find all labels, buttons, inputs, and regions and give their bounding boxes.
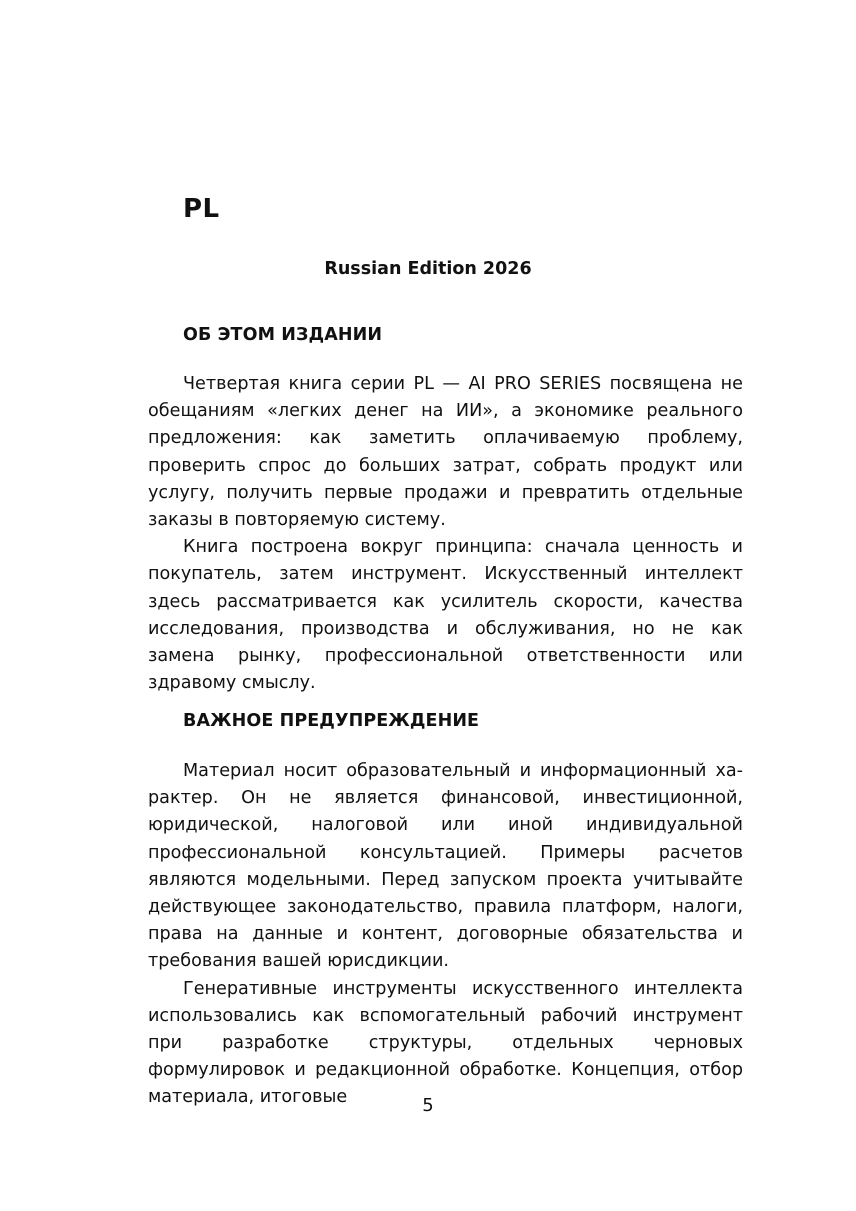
paragraph: Генеративные инструменты искусственного интеллекта использовались как вспомогательный рабочий инструмент при разработке структуры, отдельных черновых формулировок и редакционной обработке. Концепция, отбор материала, итоговые: [148, 978, 743, 1108]
edition-title: Russian Edition 2026: [324, 259, 532, 279]
paragraph: Материал носит образовательный и информационный характер. Он не является финансовой, инвестиционной, юридической, налоговой или иной индивидуальной профессиональной консультацией. Примеры расчетов являются модельными. Перед запуском проекта учитывайте действующее законодательство, правила платформ, налоги, права на данные и контент, договорные обязательства и требования вашей юрисдикции.: [148, 761, 743, 972]
paragraph: Четвертая книга серии PL — AI PRO SERIES посвящена не обещаниям «легких денег на ИИ», а экономике реального предложения: как заметить оплачиваемую проблему, проверить спрос до больших затрат, собрать продукт или услугу, получить первые продажи и превратить отдельные заказы в повторяемую систему.: [148, 374, 743, 531]
page-number: 5: [422, 1095, 434, 1116]
series-mark: PL: [183, 194, 220, 224]
section-body-about: [148, 371, 743, 697]
paragraph: Книга построена вокруг принципа: сначала ценность и покупатель, затем инструмент. Искусственный интеллект здесь рассматривается как усилитель скорости, качества исследования, производства и обслуживания, но не как замена рынку, профессиональной ответственности или здравому смыслу.: [148, 537, 743, 694]
section-heading-about: ОБ ЭТОМ ИЗДАНИИ: [183, 325, 383, 345]
section-heading-warning: ВАЖНОЕ ПРЕДУПРЕЖДЕНИЕ: [183, 711, 480, 731]
section-body-warning: [148, 758, 743, 1112]
